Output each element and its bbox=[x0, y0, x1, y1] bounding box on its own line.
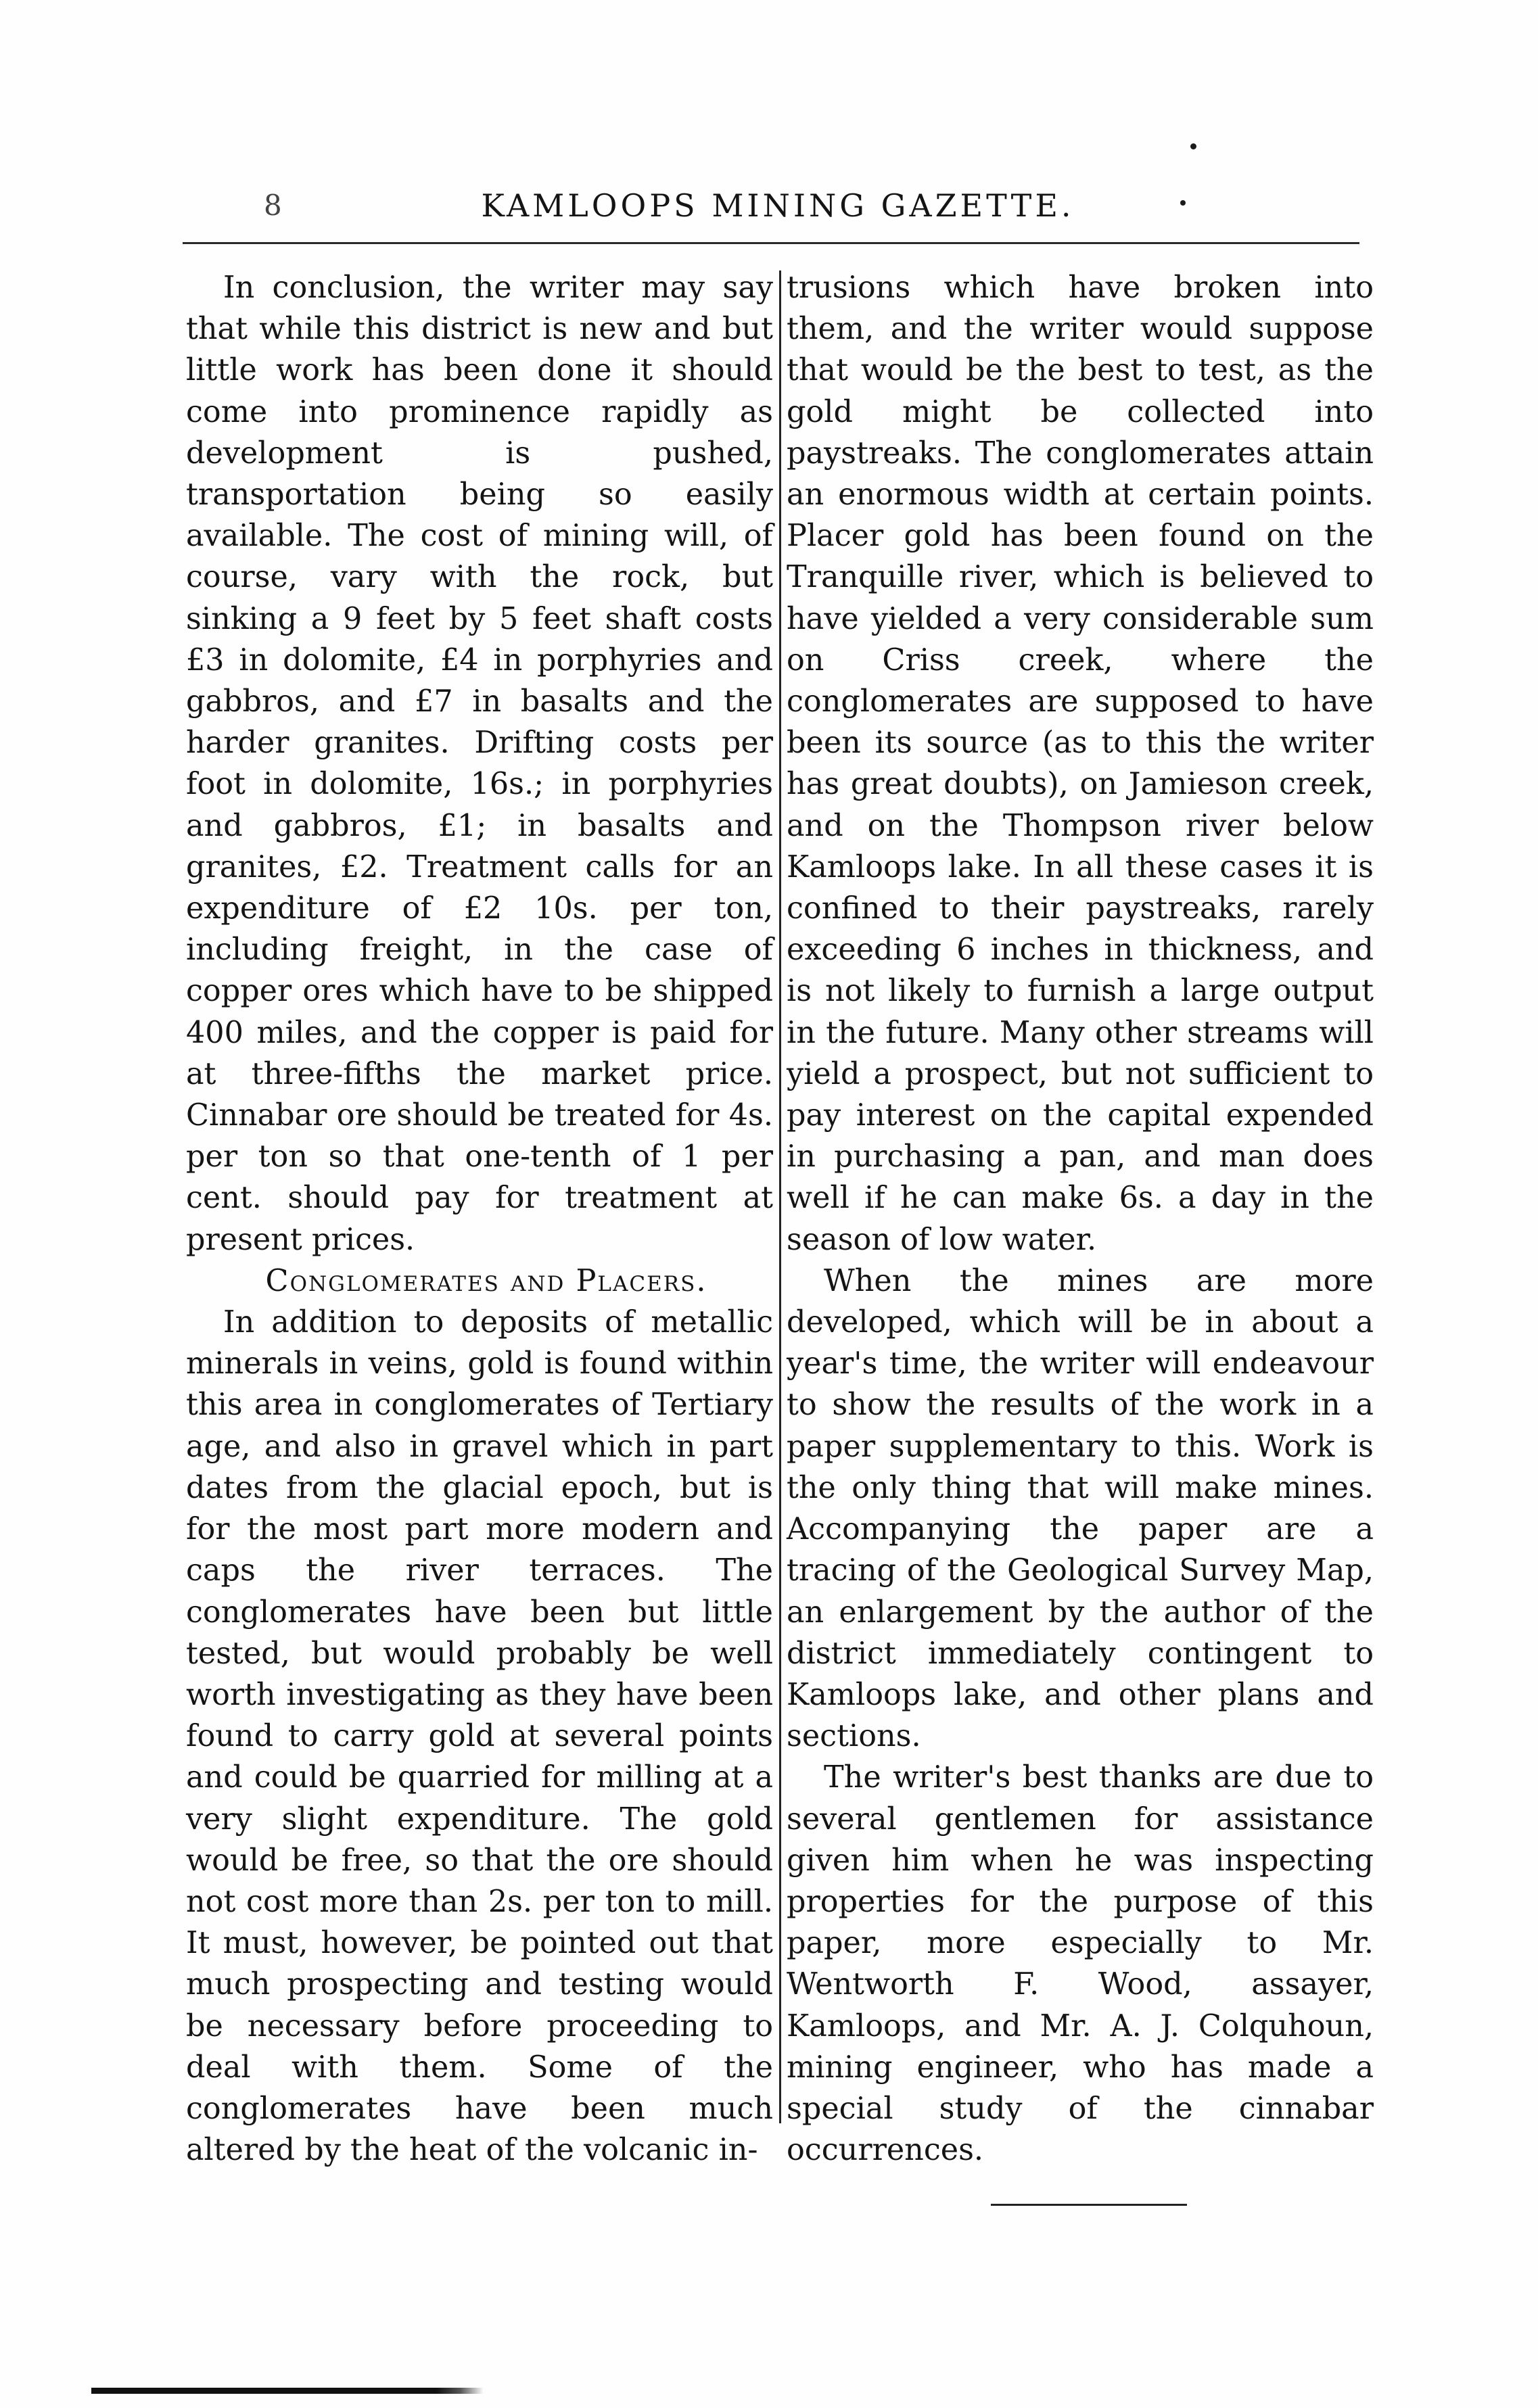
header-rule bbox=[183, 242, 1359, 244]
acknowledgements-paragraph: The writer's best thanks are due to several gentlemen for assistance given him when he was inspecting properties for the purpose of this paper, more especially to Mr. Wentworth F. Wood, assayer, Kamloops, and Mr. A. J. Colquhoun, mining engineer, who has made a special study of the cinnabar occurrences. bbox=[787, 1760, 1374, 2168]
page-header bbox=[183, 177, 1373, 231]
development-paragraph: When the mines are more developed, which will be in about a year's time, the writer will endeavour to show the results of the work in a paper supplementary to this. Work is the only thing that will make mines. Accompanying the paper are a tracing of the Geological Survey Map, an enlargement by the author of the district immediately contingent to Kamloops lake, and other plans and sections. bbox=[787, 1263, 1374, 1754]
bottom-ink-mark bbox=[91, 2388, 484, 2394]
conclusion-paragraph: In conclusion, the writer may say that while this district is new and but little work has been done it should come into prominence rapidly as development is pushed, transportation being so easily available. The cost of mining will, of course, vary with the rock, but sinking a 9 feet by 5 feet shaft costs £3 in dolomite, £4 in porphyries and gabbros, and £7 in basalts and the harder granites. Drifting costs per foot in dolomite, 16s.; in porphyries and gabbros, £1; in basalts and granites, £2. Treatment calls for an expenditure of £2 10s. per ton, including freight, in the case of copper ores which have to be shipped 400 miles, and the copper is paid for at three-fifths the market price. Cinnabar ore should be treated for 4s. per ton so that one-tenth of 1 per cent. should pay for treatment at present prices. bbox=[186, 270, 773, 1257]
ink-speck bbox=[1190, 143, 1196, 149]
column-divider bbox=[779, 270, 781, 2123]
section-heading: Conglomerates and Placers. bbox=[265, 1263, 707, 1298]
conglomerates-paragraph: In addition to deposits of metallic minerals in veins, gold is found within this area in conglomerates of Tertiary age, and also in gravel which in part dates from the glacial epoch, but is for the most part more modern and caps the river terraces. The conglomerates have been but little tested, but would probably be well worth investigating as they have been found to carry gold at several points and could be quarried for milling at a very slight expenditure. The gold would be free, so that the ore should not cost more than 2s. per ton to mill. It must, however, be pointed out that much prospecting and testing would be necessary before proceeding to deal with them. Some of the conglomerates have been much altered by the heat of the volcanic in- bbox=[186, 1305, 773, 2168]
right-column bbox=[787, 267, 1374, 2171]
left-column bbox=[186, 267, 773, 2171]
running-title: KAMLOOPS MINING GAZETTE. bbox=[481, 187, 1075, 224]
page-number: 8 bbox=[264, 189, 282, 222]
end-rule bbox=[991, 2204, 1187, 2206]
placer-paragraph: trusions which have broken into them, and the writer would suppose that would be the best to test, as the gold might be collected into paystreaks. The conglomerates attain an enormous width at certain points. Placer gold has been found on the Tranquille river, which is believed to have yielded a very considerable sum on Criss creek, where the conglomerates are supposed to have been its source (as to this the writer has great doubts), on Jamieson creek, and on the Thompson river below Kamloops lake. In all these cases it is confined to their paystreaks, rarely exceeding 6 inches in thickness, and is not likely to furnish a large output in the future. Many other streams will yield a prospect, but not sufficient to pay interest on the capital expended in purchasing a pan, and man does well if he can make 6s. a day in the season of low water. bbox=[787, 270, 1374, 1257]
